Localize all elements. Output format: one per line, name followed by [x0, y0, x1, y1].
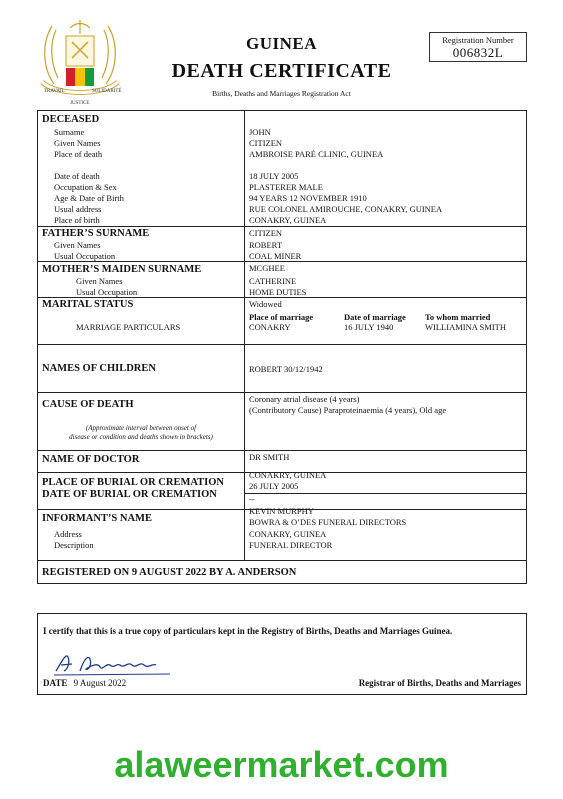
place-of-marriage-header: Place of marriage: [249, 312, 314, 322]
svg-text:JUSTICE: JUSTICE: [70, 101, 90, 106]
cause-line: Coronary atrial disease (4 years): [249, 394, 360, 404]
cause-line: (Contributory Cause) Paraproteinaemia (4 years), Old age: [249, 405, 447, 415]
date-of-marriage-header: Date of marriage: [344, 312, 406, 322]
father-value: COAL MINER: [249, 251, 302, 261]
certification-date: [43, 678, 126, 688]
mother-heading: MOTHER’S MAIDEN SURNAME: [42, 264, 202, 275]
divider: [38, 392, 526, 393]
marriage-particulars-label: MARRIAGE PARTICULARS: [76, 322, 181, 332]
date-of-marriage: 16 JULY 1940: [344, 322, 394, 332]
deceased-label: Date of death: [54, 171, 100, 181]
father-heading: FATHER’S SURNAME: [42, 228, 150, 239]
mother-value: HOME DUTIES: [249, 287, 307, 297]
doctor-value: DR SMITH: [249, 452, 290, 462]
deceased-value: PLASTERER MALE: [249, 182, 323, 192]
burial-place-heading: PLACE OF BURIAL OR CREMATION: [42, 477, 225, 488]
deceased-value: 94 YEARS 12 NOVEMBER 1910: [249, 193, 367, 203]
divider: [38, 560, 526, 561]
registration-number-label: Registration Number: [442, 35, 514, 45]
divider: [38, 226, 526, 227]
registration-number: 006832L: [452, 45, 504, 60]
date-value: 9 August 2022: [73, 678, 127, 688]
informant-description-label: Description: [54, 540, 94, 550]
informant-address-label: Address: [54, 529, 82, 539]
deceased-heading: DECEASED: [42, 114, 100, 125]
deceased-label: Occupation & Sex: [54, 182, 117, 192]
father-label: Usual Occupation: [54, 251, 116, 261]
mother-value: CATHERINE: [249, 276, 297, 286]
deceased-label: Place of birth: [54, 215, 100, 225]
mother-surname: MCGHEE: [249, 263, 285, 273]
burial-date-heading: DATE OF BURIAL OR CREMATION: [42, 489, 217, 500]
children-value: ROBERT 30/12/1942: [249, 364, 323, 374]
mother-label: Usual Occupation: [76, 287, 138, 297]
divider: [38, 261, 526, 262]
burial-extra: --: [249, 494, 255, 504]
deceased-value: 18 JULY 2005: [249, 171, 299, 181]
place-of-marriage: CONAKRY: [249, 322, 291, 332]
mother-label: Given Names: [76, 276, 123, 286]
divider: [245, 493, 526, 494]
deceased-value: JOHN: [249, 127, 271, 137]
registrar-title: Registrar of Births, Deaths and Marriages: [358, 678, 521, 688]
informant-company: BOWRA & O’DES FUNERAL DIRECTORS: [249, 517, 407, 527]
deceased-value: RUE COLONEL AMIROUCHE, CONAKRY, GUINEA: [249, 204, 443, 214]
watermark: alaweermarket.com: [114, 744, 449, 785]
deceased-label: Given Names: [54, 138, 101, 148]
doctor-heading: NAME OF DOCTOR: [42, 454, 140, 465]
cause-note: (Approximate interval between onset of: [85, 424, 197, 432]
divider: [38, 297, 526, 298]
deceased-label: Place of death: [54, 149, 103, 159]
to-whom-married: WILLIAMINA SMITH: [425, 322, 506, 332]
divider: [38, 450, 526, 451]
to-whom-married-header: To whom married: [425, 312, 491, 322]
cause-note: disease or condition and deaths shown in brackets): [69, 433, 213, 441]
deceased-label: Surname: [54, 127, 85, 137]
svg-text:SOLIDARITÉ: SOLIDARITÉ: [92, 89, 122, 94]
document-title: DEATH CERTIFICATE: [171, 60, 392, 82]
certification-statement: I certify that this is a true copy of particulars kept in the Registry of Births, Deaths and Marriages Guinea.: [43, 626, 453, 636]
deceased-value: CONAKRY, GUINEA: [249, 215, 327, 225]
registered-statement: REGISTERED ON 9 AUGUST 2022 BY A. ANDERSON: [42, 567, 297, 578]
father-value: ROBERT: [249, 240, 283, 250]
deceased-value: CITIZEN: [249, 138, 283, 148]
registrar-signature: [52, 647, 192, 677]
burial-date: 26 JULY 2005: [249, 481, 299, 491]
certificate-form: [37, 110, 527, 584]
svg-text:TRAVAIL: TRAVAIL: [44, 89, 65, 94]
deceased-label: Age & Date of Birth: [54, 193, 124, 203]
divider: [38, 344, 526, 345]
father-surname: CITIZEN: [249, 228, 283, 238]
registration-number-box: [429, 32, 527, 62]
registration-act: Births, Deaths and Marriages Registration Act: [212, 89, 351, 98]
informant-address: CONAKRY, GUINEA: [249, 529, 327, 539]
burial-place: CONAKRY, GUINEA: [249, 470, 327, 480]
informant-name: KEVIN MURPHY: [249, 506, 314, 516]
cause-heading: CAUSE OF DEATH: [42, 399, 134, 410]
date-label: DATE: [43, 678, 68, 688]
marital-heading: MARITAL STATUS: [42, 299, 134, 310]
certification-box: [37, 613, 527, 695]
father-label: Given Names: [54, 240, 101, 250]
country-name: GUINEA: [245, 34, 317, 53]
children-heading: NAMES OF CHILDREN: [42, 363, 156, 374]
informant-description: FUNERAL DIRECTOR: [249, 540, 333, 550]
deceased-label: Usual address: [54, 204, 102, 214]
informant-heading: INFORMANT’S NAME: [42, 513, 152, 524]
deceased-value: AMBROISE PARÉ CLINIC, GUINEA: [249, 149, 384, 159]
marital-status: Widowed: [249, 299, 282, 309]
